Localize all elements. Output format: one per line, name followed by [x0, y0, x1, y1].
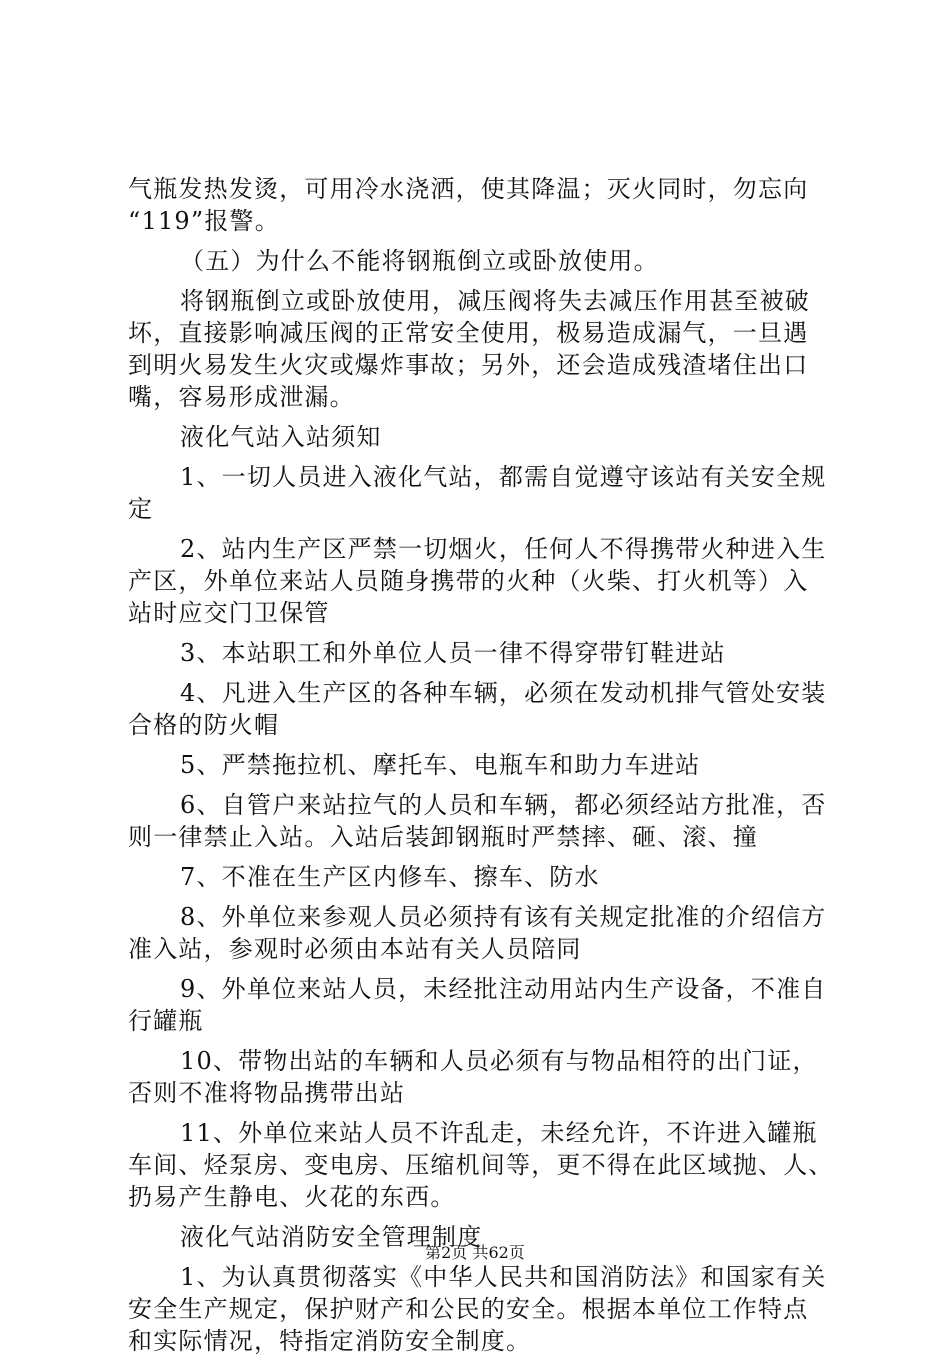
list-item: 4、凡进入生产区的各种车辆，必须在发动机排气管处安装 [180, 679, 827, 707]
paragraph-line: 将钢瓶倒立或卧放使用，减压阀将失去减压作用甚至被破 [180, 287, 810, 315]
paragraph-line: 嘴，容易形成泄漏。 [128, 383, 355, 411]
paragraph-line: 到明火易发生火灾或爆炸事故；另外，还会造成残渣堵住出口 [128, 351, 809, 379]
section-heading: 液化气站入站须知 [180, 423, 382, 451]
list-item-continuation: 否则不准将物品携带出站 [128, 1079, 406, 1107]
list-item-continuation: 则一律禁止入站。入站后装卸钢瓶时严禁摔、砸、滚、撞 [128, 823, 758, 851]
list-item-continuation: 站时应交门卫保管 [128, 599, 330, 627]
list-item-continuation: 定 [128, 495, 154, 523]
list-item: 3、本站职工和外单位人员一律不得穿带钉鞋进站 [180, 639, 726, 667]
section-heading: 液化气站消防安全管理制度 [180, 1223, 483, 1251]
list-item-continuation: 和实际情况，特指定消防安全制度。 [128, 1327, 532, 1355]
list-item: 9、外单位来站人员，未经批注动用站内生产设备，不准自 [180, 975, 827, 1003]
list-item-continuation: 扔易产生静电、火花的东西。 [128, 1183, 456, 1211]
list-item: 6、自管户来站拉气的人员和车辆，都必须经站方批准，否 [180, 791, 827, 819]
paragraph-line: 气瓶发热发烫，可用冷水浇洒，使其降温；灭火同时，勿忘向 [128, 175, 809, 203]
section-heading: （五）为什么不能将钢瓶倒立或卧放使用。 [180, 247, 659, 275]
list-item: 2、站内生产区严禁一切烟火，任何人不得携带火种进入生 [180, 535, 827, 563]
list-item-continuation: 合格的防火帽 [128, 711, 280, 739]
list-item: 7、不准在生产区内修车、擦车、防水 [180, 863, 600, 891]
list-item-continuation: 安全生产规定，保护财产和公民的安全。根据本单位工作特点 [128, 1295, 809, 1323]
list-item-continuation: 产区，外单位来站人员随身携带的火种（火柴、打火机等）入 [128, 567, 809, 595]
list-item: 1、为认真贯彻落实《中华人民共和国消防法》和国家有关 [180, 1263, 827, 1291]
list-item-continuation: 行罐瓶 [128, 1007, 204, 1035]
list-item: 11、外单位来站人员不许乱走，未经允许，不许进入罐瓶 [180, 1119, 818, 1147]
list-item-continuation: 车间、烃泵房、变电房、压缩机间等，更不得在此区域抛、人、 [128, 1151, 834, 1179]
list-item-continuation: 准入站，参观时必须由本站有关人员陪同 [128, 935, 582, 963]
paragraph-line: “119”报警。 [128, 207, 280, 235]
list-item: 10、带物出站的车辆和人员必须有与物品相符的出门证， [180, 1047, 818, 1075]
paragraph-line: 坏，直接影响减压阀的正常安全使用，极易造成漏气，一旦遇 [128, 319, 809, 347]
list-item: 5、严禁拖拉机、摩托车、电瓶车和助力车进站 [180, 751, 701, 779]
list-item: 1、一切人员进入液化气站，都需自觉遵守该站有关安全规 [180, 463, 827, 491]
list-item: 8、外单位来参观人员必须持有该有关规定批准的介绍信方 [180, 903, 827, 931]
document-body [128, 173, 844, 1357]
page-number-footer: 第2页 共62页 [425, 1243, 525, 1262]
